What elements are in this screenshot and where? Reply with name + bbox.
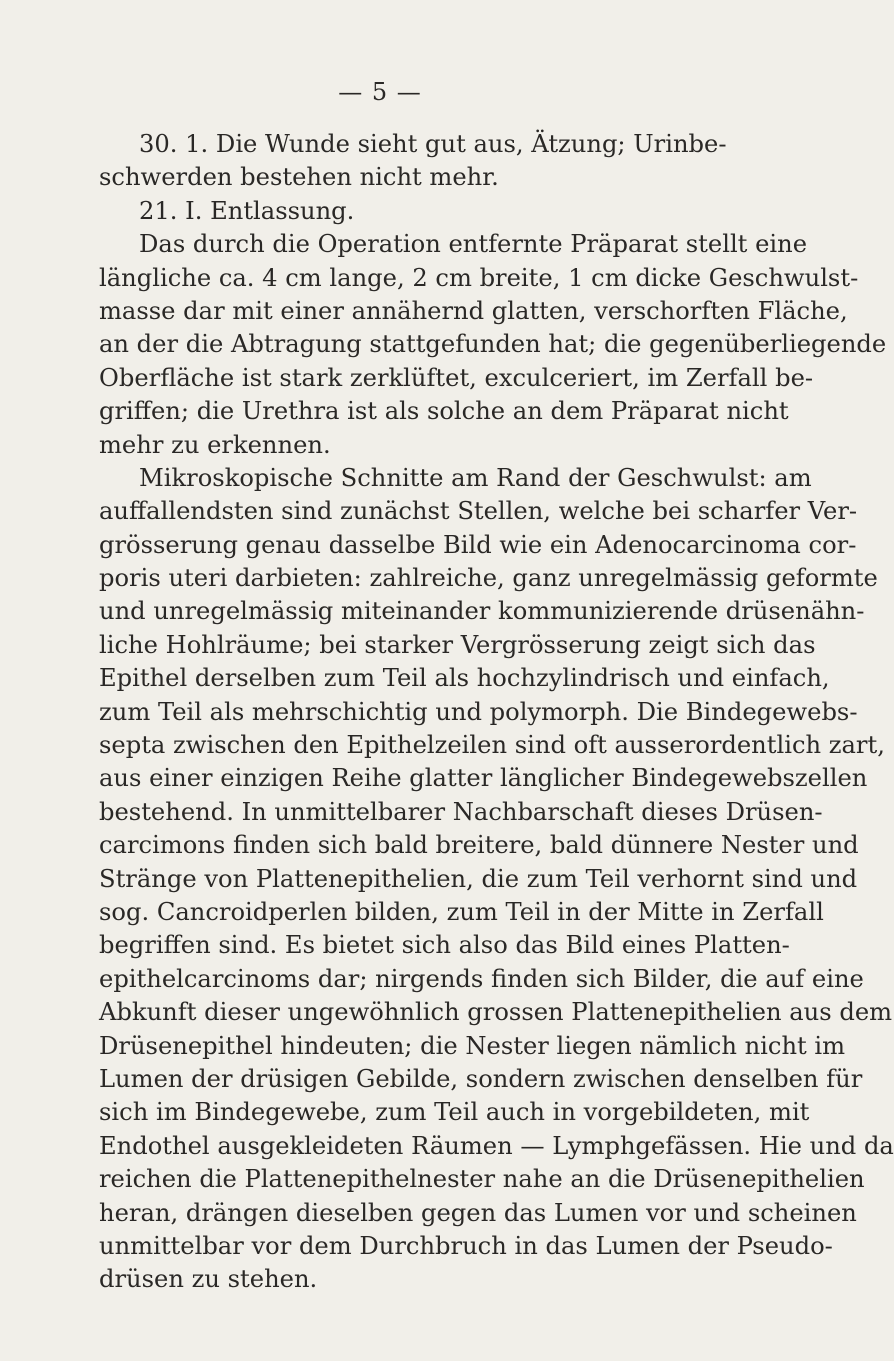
text-line: heran, drängen dieselben gegen das Lumen vor und scheinen bbox=[99, 1198, 857, 1227]
text-line: griffen; die Urethra ist als solche an dem Präparat nicht bbox=[99, 397, 789, 426]
text-line: liche Hohlräume; bei starker Vergrösserung zeigt sich das bbox=[99, 630, 816, 659]
text-line: Drüsenepithel hindeuten; die Nester liegen nämlich nicht im bbox=[99, 1031, 846, 1060]
text-line: 30. 1. Die Wunde sieht gut aus, Ätzung; Urinbe- bbox=[139, 130, 727, 158]
text-line: grösserung genau dasselbe Bild wie ein Adenocarcinoma cor- bbox=[99, 530, 857, 559]
text-line: masse dar mit einer annähernd glatten, verschorften Fläche, bbox=[99, 296, 848, 325]
text-line: poris uteri darbieten: zahlreiche, ganz unregelmässig geformte bbox=[99, 564, 878, 593]
text-line: Das durch die Operation entfernte Präparat stellt eine bbox=[139, 230, 808, 259]
text-line: carcimons finden sich bald breitere, bald dünnere Nester und bbox=[99, 831, 859, 860]
text-line: sog. Cancroidperlen bilden, zum Teil in der Mitte in Zerfall bbox=[99, 897, 824, 926]
text-line: septa zwischen den Epithelzeilen sind oft ausserordentlich zart, bbox=[99, 731, 885, 760]
text-line: an der die Abtragung stattgefunden hat; die gegenüberliegende bbox=[99, 330, 887, 359]
text-line: längliche ca. 4 cm lange, 2 cm breite, 1 cm dicke Geschwulst- bbox=[99, 263, 859, 292]
text-line: unmittelbar vor dem Durchbruch in das Lumen der Pseudo- bbox=[99, 1231, 833, 1260]
text-line: aus einer einzigen Reihe glatter länglicher Bindegewebszellen bbox=[99, 764, 868, 793]
text-line: Endothel ausgekleideten Räumen — Lymphgefässen. Hie und da bbox=[99, 1131, 894, 1160]
text-line: sich im Bindegewebe, zum Teil auch in vorgebildeten, mit bbox=[99, 1098, 810, 1127]
text-line: begriffen sind. Es bietet sich also das Bild eines Platten- bbox=[99, 931, 790, 960]
text-line: Abkunft dieser ungewöhnlich grossen Plattenepithelien aus dem bbox=[99, 998, 893, 1027]
text-line: bestehend. In unmittelbarer Nachbarschaft dieses Drüsen- bbox=[99, 797, 823, 826]
text-line: drüsen zu stehen. bbox=[99, 1265, 318, 1294]
text-line: zum Teil als mehrschichtig und polymorph. Die Bindegewebs- bbox=[99, 697, 858, 726]
page-number: — 5 — bbox=[338, 78, 422, 106]
text-line: epithelcarcinoms dar; nirgends finden sich Bilder, die auf eine bbox=[99, 964, 864, 993]
text-line: Mikroskopische Schnitte am Rand der Geschwulst: am bbox=[139, 463, 812, 492]
text-line: Lumen der drüsigen Gebilde, sondern zwischen denselben für bbox=[99, 1064, 863, 1093]
text-line: und unregelmässig miteinander kommunizierende drüsenähn- bbox=[99, 597, 865, 626]
text-line: auffallendsten sind zunächst Stellen, welche bei scharfer Ver- bbox=[99, 497, 858, 526]
text-line: Oberfläche ist stark zerklüftet, exculceriert, im Zerfall be- bbox=[99, 363, 814, 392]
text-line: Stränge von Plattenepithelien, die zum Teil verhornt sind und bbox=[99, 864, 858, 893]
text-line: schwerden bestehen nicht mehr. bbox=[99, 163, 499, 192]
body-text bbox=[99, 128, 894, 1297]
text-line: Epithel derselben zum Teil als hochzylindrisch und einfach, bbox=[99, 664, 830, 693]
text-line: reichen die Plattenepithelnester nahe an die Drüsenepithelien bbox=[99, 1165, 865, 1194]
text-line: 21. I. Entlassung. bbox=[139, 196, 355, 225]
text-line: mehr zu erkennen. bbox=[99, 430, 331, 459]
